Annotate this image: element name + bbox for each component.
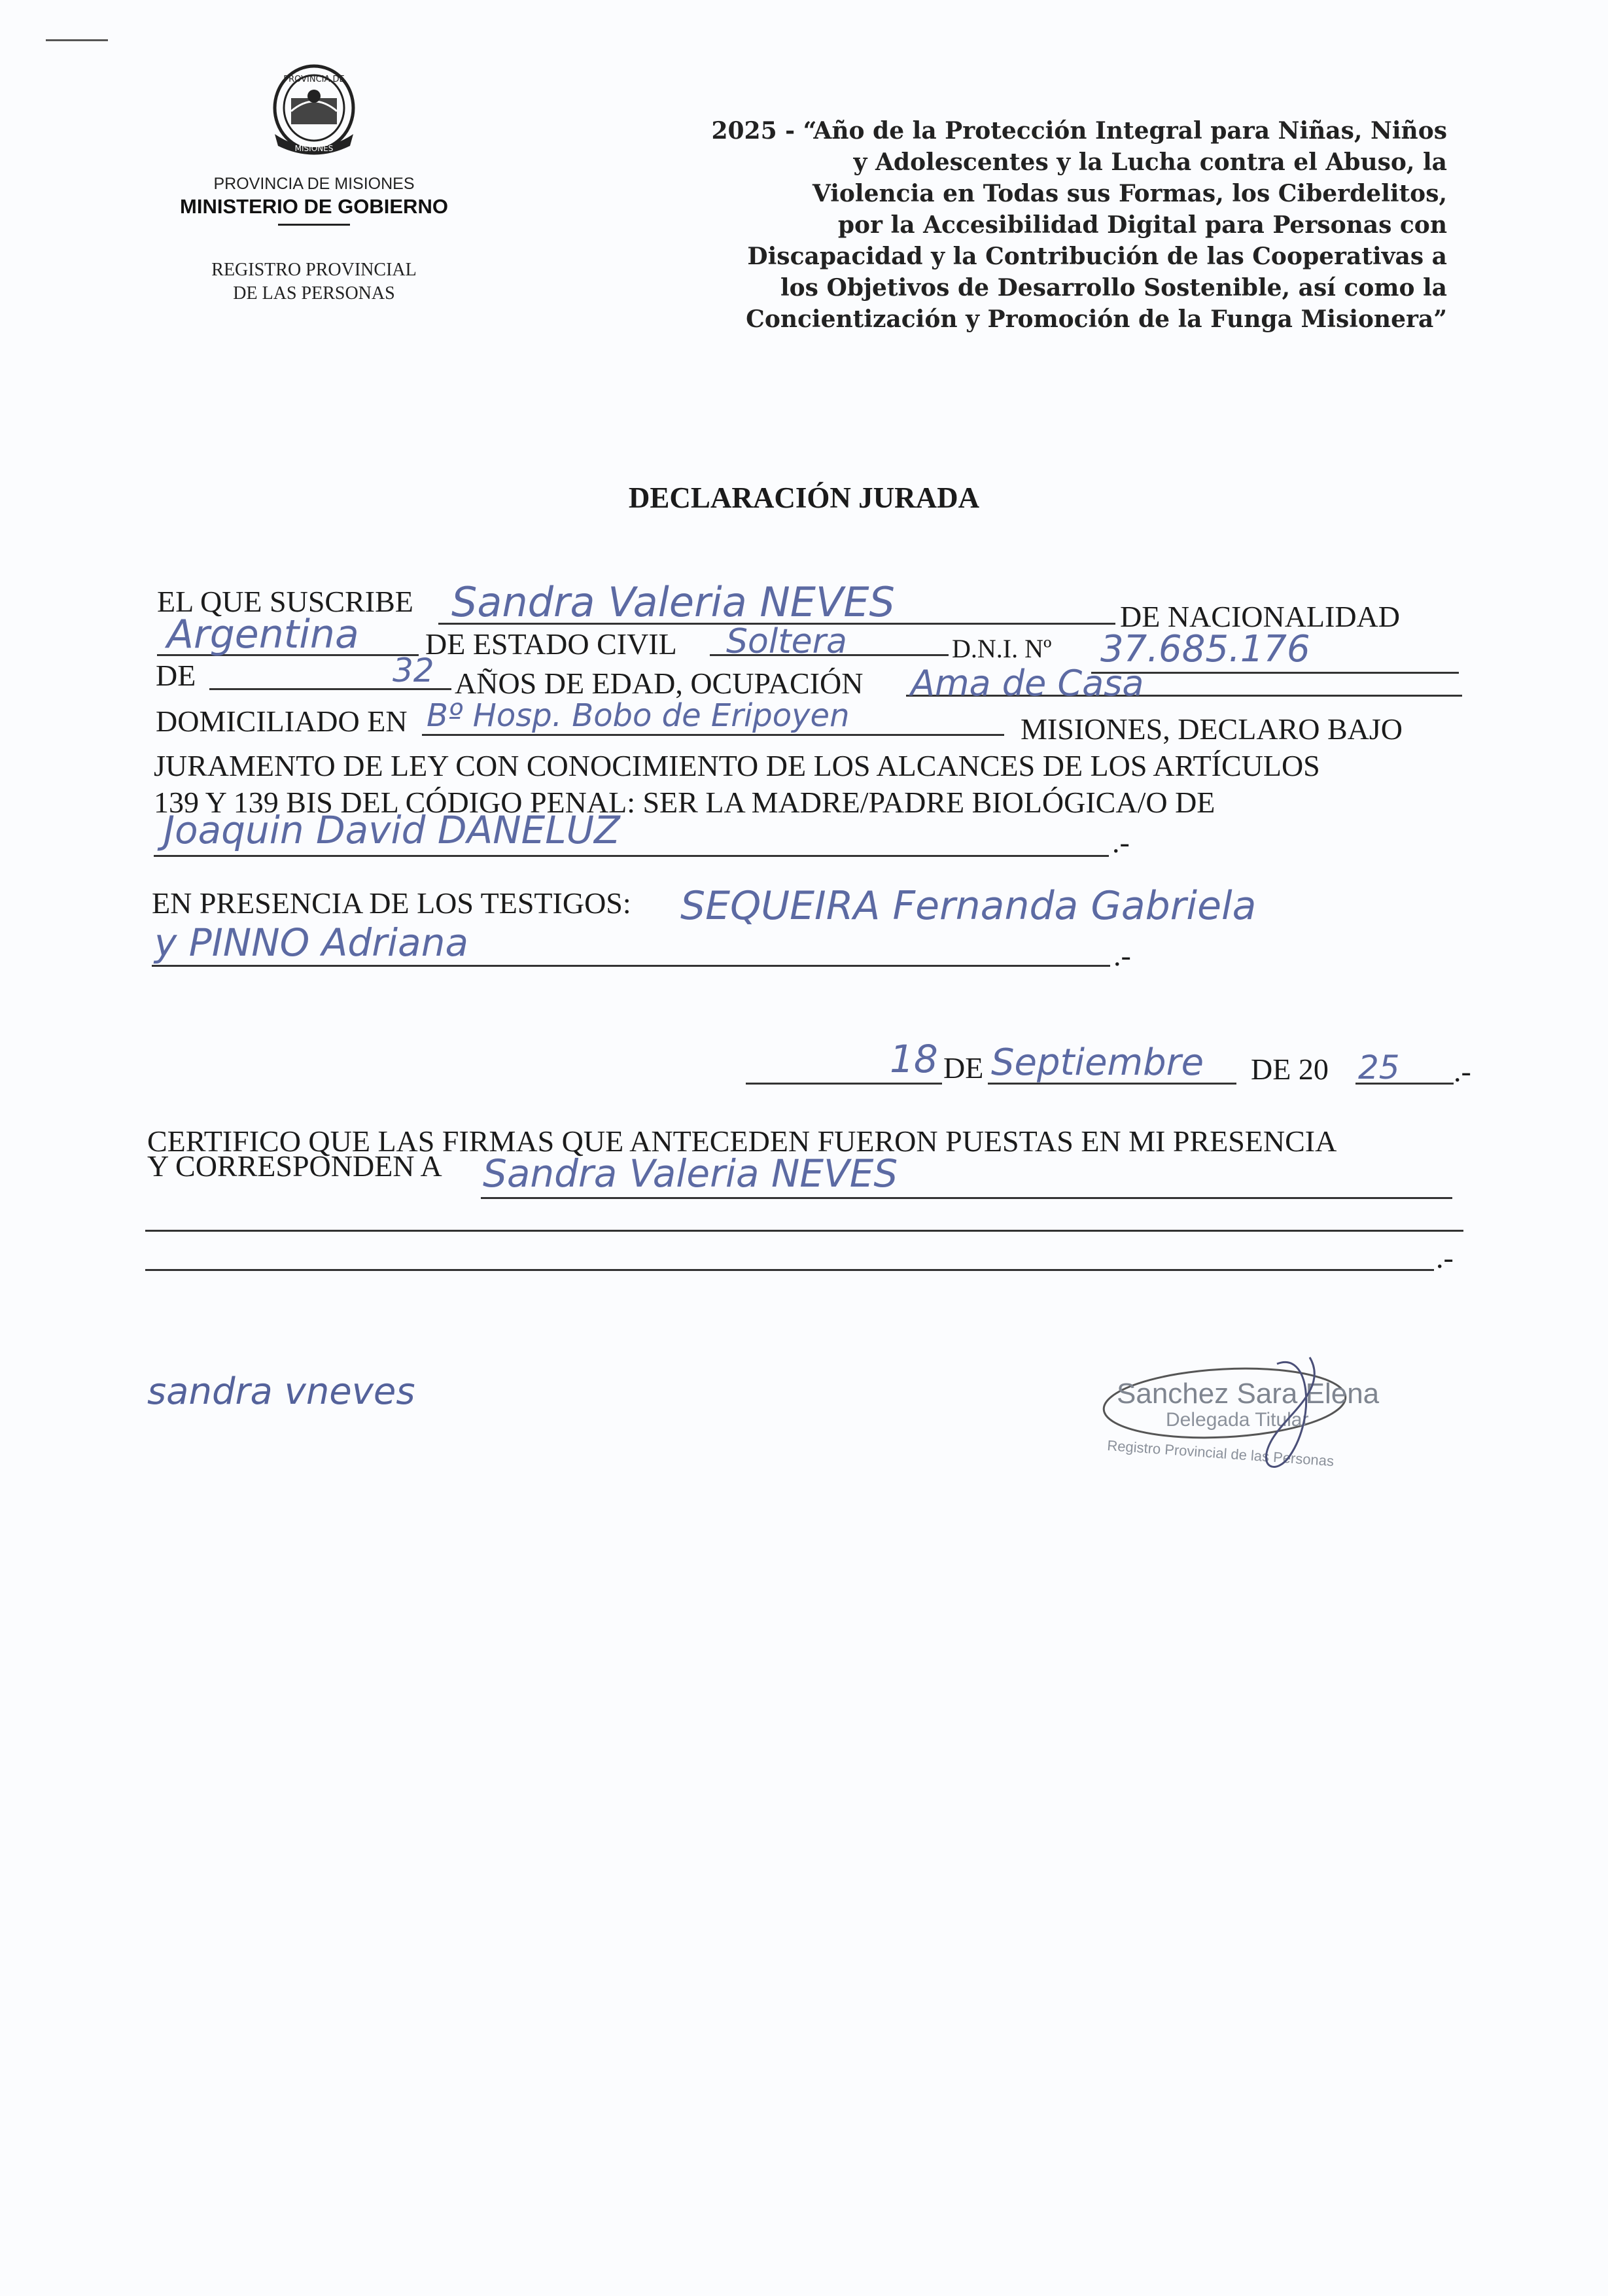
hw-anio: 25 <box>1358 1049 1400 1087</box>
hw-estado-civil: Soltera <box>726 622 847 661</box>
registry-name: REGISTRO PROVINCIAL DE LAS PERSONAS <box>211 260 417 304</box>
field-line <box>1091 672 1459 674</box>
label-suscribe: EL QUE SUSCRIBE <box>157 585 413 618</box>
hw-edad: 32 <box>393 652 434 689</box>
hw-testigo1: SEQUEIRA Fernanda Gabriela <box>680 883 1257 929</box>
motto-line: los Objetivos de Desarrollo Sostenible, así como la <box>780 274 1447 302</box>
label-estado-civil: DE ESTADO CIVIL <box>425 627 677 661</box>
province-name: PROVINCIA DE MISIONES <box>213 175 415 193</box>
motto-line: Discapacidad y la Contribución de las Cooperativas a <box>747 243 1447 270</box>
year-motto <box>531 115 1447 335</box>
label-misiones: MISIONES, DECLARO BAJO <box>1021 712 1403 746</box>
hw-mes: Septiembre <box>991 1041 1204 1084</box>
divider <box>278 224 350 226</box>
hw-corresponden: Sandra Valeria NEVES <box>483 1151 898 1196</box>
hw-domicilio: Bº Hosp. Bobo de Eripoyen <box>427 697 850 734</box>
svg-text:Sanchez Sara Elena: Sanchez Sara Elena <box>1117 1378 1380 1410</box>
label-edad: AÑOS DE EDAD, OCUPACIÓN <box>455 667 864 700</box>
label-testigos: EN PRESENCIA DE LOS TESTIGOS: <box>152 886 631 920</box>
hw-dia: 18 <box>890 1037 938 1081</box>
provincial-crest-icon <box>265 62 363 160</box>
label-domicilio: DOMICILIADO EN <box>156 704 408 738</box>
dash: .- <box>1113 939 1131 972</box>
text-juramento: JURAMENTO DE LEY CON CONOCIMIENTO DE LOS ALCANCES DE LOS ARTÍCULOS <box>154 749 1320 782</box>
hw-nacionalidad: Argentina <box>167 612 359 657</box>
svg-text:MISIONES: MISIONES <box>294 144 334 153</box>
field-line <box>152 965 1110 967</box>
hw-dni: 37.685.176 <box>1100 628 1310 670</box>
hw-testigo2: y PINNO Adriana <box>154 920 469 965</box>
text-certifico: CERTIFICO QUE LAS FIRMAS QUE ANTECEDEN FUERON PUESTAS EN MI PRESENCIA <box>147 1124 1337 1158</box>
label-de-anio: DE 20 <box>1251 1052 1329 1086</box>
hw-ocupacion: Ama de Casa <box>911 663 1144 704</box>
official-stamp <box>1094 1338 1401 1508</box>
field-line <box>145 1269 1434 1271</box>
field-line <box>746 1083 942 1085</box>
dash: .- <box>1454 1054 1471 1088</box>
field-line <box>481 1197 1452 1199</box>
svg-text:Registro Provincial de las Per: Registro Provincial de las Personas <box>1106 1437 1335 1470</box>
dash: .- <box>1112 826 1130 859</box>
signature: sandra vneves <box>147 1370 415 1413</box>
text-articulos: 139 Y 139 BIS DEL CÓDIGO PENAL: SER LA MADRE/PADRE BIOLÓGICA/O DE <box>154 786 1215 819</box>
dash: .- <box>1436 1241 1454 1274</box>
label-de-fecha: DE <box>943 1051 984 1085</box>
field-line <box>422 734 1004 736</box>
motto-line: Violencia en Todas sus Formas, los Ciberdelitos, <box>812 180 1447 207</box>
label-dni: D.N.I. Nº <box>952 634 1052 663</box>
label-de: DE <box>156 659 196 692</box>
letterhead <box>150 62 478 305</box>
field-line <box>154 855 1109 857</box>
motto-line: por la Accesibilidad Digital para Personas con <box>837 211 1447 239</box>
hw-hijo: Joaquin David DANELUZ <box>164 808 620 852</box>
svg-text:PROVINCIA DE: PROVINCIA DE <box>283 75 345 84</box>
label-corresponden: Y CORRESPONDEN A <box>147 1149 442 1183</box>
motto-line: 2025 - “Año de la Protección Integral para Niñas, Niños <box>711 117 1447 145</box>
motto-line: Concientización y Promoción de la Funga Misionera” <box>746 305 1447 333</box>
svg-text:Delegada Titular: Delegada Titular <box>1166 1409 1309 1431</box>
motto-line: y Adolescentes y la Lucha contra el Abuso, la <box>853 148 1447 176</box>
margin-mark <box>46 39 108 41</box>
ministry-name: MINISTERIO DE GOBIERNO <box>180 195 448 218</box>
document-title: DECLARACIÓN JURADA <box>628 481 980 514</box>
hw-nombre: Sandra Valeria NEVES <box>451 578 895 626</box>
field-line <box>145 1230 1463 1232</box>
label-nacionalidad: DE NACIONALIDAD <box>1120 600 1400 633</box>
